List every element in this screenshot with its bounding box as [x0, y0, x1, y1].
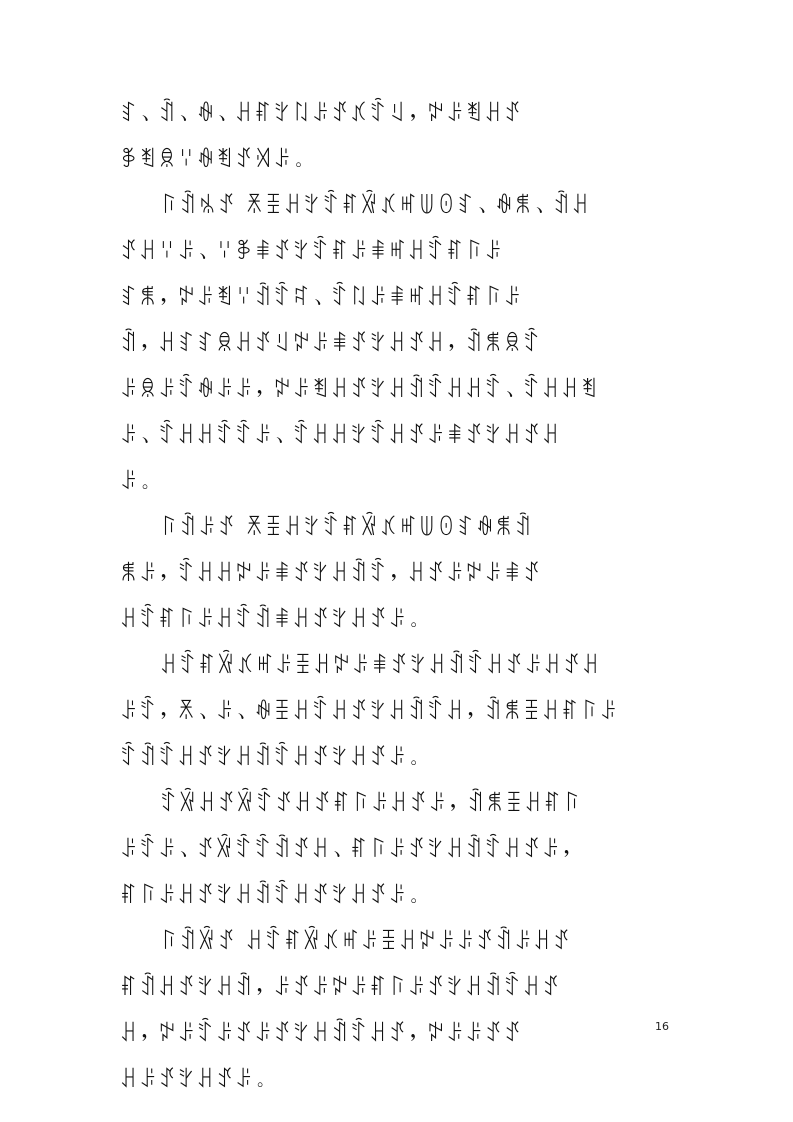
- text-line: ꐩꌠ，ꄷꃅꃅꉢꌠꑌꀋꇬꃅꀉꄷ，ꃅꀋꌠꉢꌠꑌꀋ: [120, 562, 543, 587]
- text-line: ꃅꌠꀋꇬꃅꀋꌠ。: [120, 1068, 274, 1093]
- text-line: ꐥꑍꌠꃅꀋꇬꃅꀉꄷꃅꀋꇬꃅꀋꌠ。: [120, 884, 427, 909]
- text-line: ꀉ，ꃅꆏꆏꌋꃅꀋꆹꉢꌠꑌꀋꇬꃅꀋꃅ，ꀉꐩꌋꄷ: [120, 332, 543, 357]
- text-line: ꄷꀉꄷꃅꀋꇬꃅꀉꄷꃅꀋꇬꃅꀋꌠ。: [120, 746, 427, 771]
- text-line: ꌠꌋꌠꄷꊿꌠꌠ，ꉢꌠꄮꃅꀋꇬꃅꀉꄷꃅꃅꄷ、ꄷꃅꃅꄮ: [120, 378, 600, 403]
- text-line: ꑍꀉꑞꀋ ꃅꄷꐥꑞꃤꎭꌠꀨꃅꉢꌠꌠꀋꀉꌠꃅꀋ: [160, 930, 572, 955]
- text-line: ꃅꄷꐥꑍꌠꃅꄷꀉꑌꃅꀋꇬꃅꀋꌠ。: [120, 608, 427, 633]
- body-text: [120, 92, 680, 1104]
- text-line: ꑍꀉꁱꀋ ꍯꀨꃅꇬꄷꐥꑞꃤꎭꅐꏿꆏ、ꊿꐩ、ꀉꃅ: [160, 194, 592, 219]
- text-line: ꃆꄮꌋꈌꊿꄮꀋꄉꌠ。: [120, 148, 312, 173]
- text-line: ꆏ、ꀉ、ꊿ、ꃅꐥꇬꇁꌠꀋꃤꄷꆹ，ꉢꌠꄮꃅꀋ: [120, 102, 523, 127]
- text-line: ꑍꀉꌠꀋ ꍯꀨꃅꇬꄷꐥꑞꃤꎭꅐꏿꆏꊿꐩꀉ: [160, 516, 534, 541]
- text-line: ꃅꄷꐥꑞꃤꎭꌠꀨꃅꉢꌠꑌꀋꇬꃅꀉꄷꃅꀋꌠꃅꀋꃅ: [160, 654, 602, 679]
- text-line: ꌠ、ꄷꃅꃅꄷꄷꌠ、ꄷꃅꃅꇬꄷꃅꀋꌠꑌꀋꇬꃅꀋꃅ: [120, 424, 562, 449]
- page-number: 16: [655, 1020, 669, 1033]
- text-line: ꆏꐩ，ꉢꌠꄮꈌꀉꄷꉜ、ꄷꇁꌠꑌꎭꃅꄷꐥꑍꌠ: [120, 286, 523, 311]
- text-line: ꌠꄷꌠ、ꀋꑞꄷꄷꀉꀋꃅ、ꐥꑍꌠꀋꇬꃅꀉꄷꃅꀋꌠ，: [120, 838, 581, 863]
- text-line: ꀋꃅꈌꌠ、ꈌꃆꑌꀋꇬꄷꐥꌠꑌꎭꃅꄷꐥꑍꌠ: [120, 240, 504, 265]
- text-line: ꃅ，ꉢꌠꄷꌠꀋꌠꀋꇬꃅꀉꄷꃅꀋ，ꉢꌠꌠꀋꀋ: [120, 1022, 523, 1047]
- text-line: ꄷꑞꃅꀋꑞꄷꀋꃅꀋꐥꑍꌠꃅꀋꌠ，ꀉꐩꀨꃅꐥꑍ: [160, 792, 583, 817]
- text-line: ꌠ。: [120, 470, 159, 495]
- text-line: ꐥꀉꃅꀋꇬꃅꀉ，ꌠꀋꌠꉢꌠꐥꑍꌠꀋꇬꃅꀉꄷꃅꀋ: [120, 976, 562, 1001]
- text-line: ꌠꄷ，ꍯ、ꌠ、ꊿꀨꃅꄷꃅꀋꇬꃅꀉꄷꃅ，ꀉꐩꀨꃅꐥꑍꌠ: [120, 700, 619, 725]
